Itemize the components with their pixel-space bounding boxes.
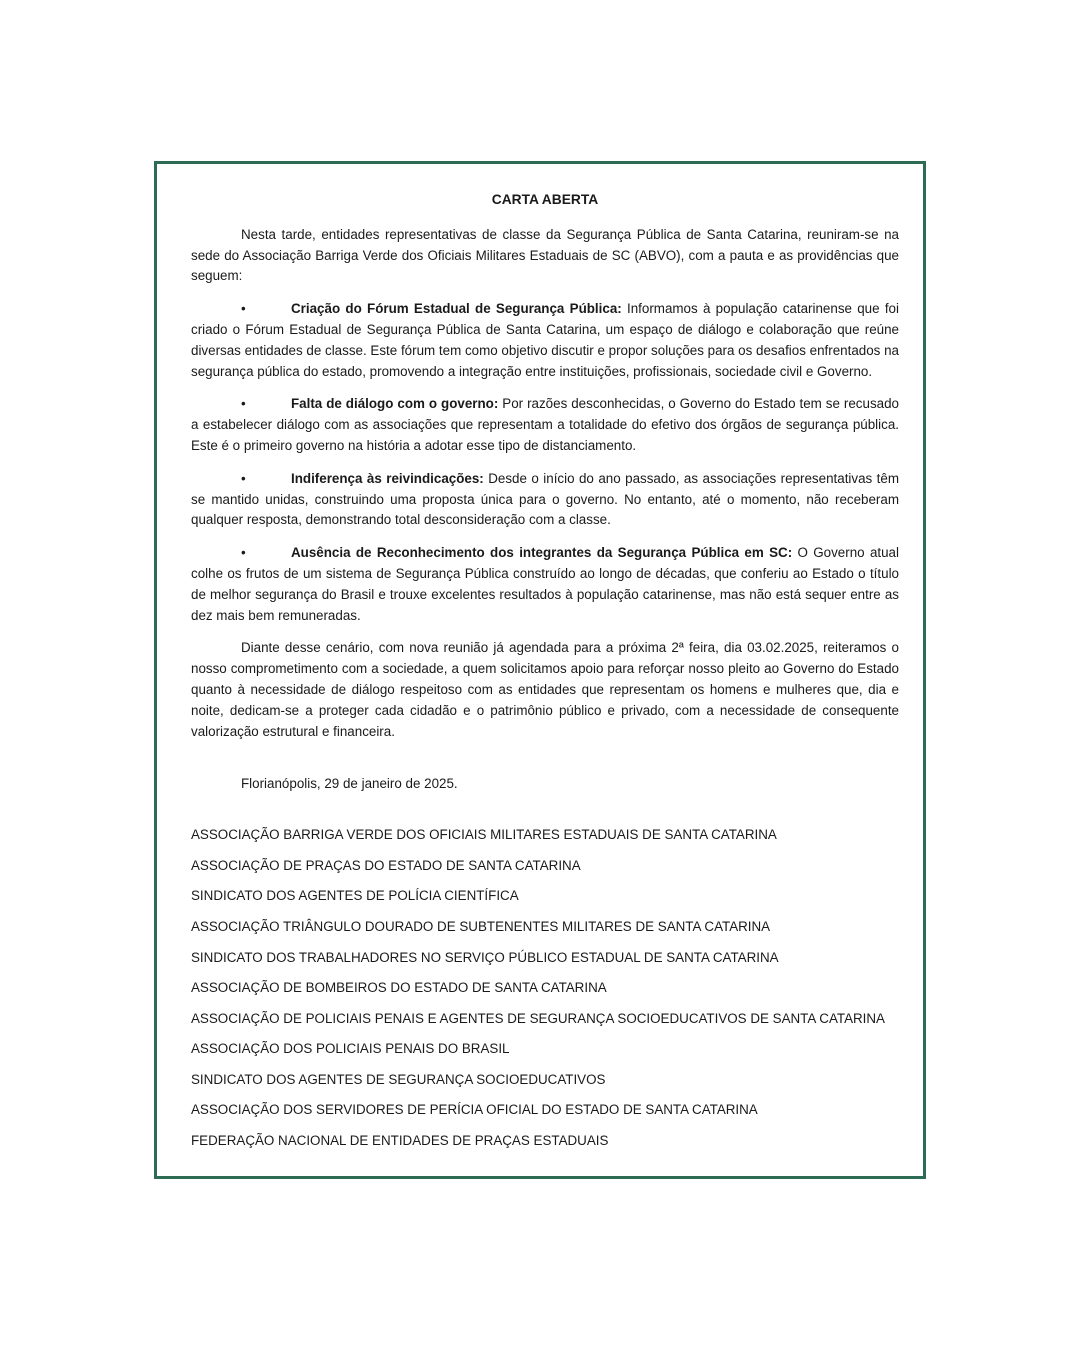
bullet-text: Desde o início do ano passado, as associações representativas têm se mantido unidas, construindo uma proposta única para o governo. No entanto, até o momento, não receberam qualquer resposta, demonstrando total desconsideração com a classe. xyxy=(191,470,899,528)
signatory-item: FEDERAÇÃO NACIONAL DE ENTIDADES DE PRAÇAS ESTADUAIS xyxy=(191,1133,609,1149)
bullet-heading: Falta de diálogo com o governo: xyxy=(291,396,499,412)
bullet-item xyxy=(191,394,899,456)
signatory-item: ASSOCIAÇÃO DE PRAÇAS DO ESTADO DE SANTA CATARINA xyxy=(191,857,581,873)
signatory-item: SINDICATO DOS AGENTES DE SEGURANÇA SOCIOEDUCATIVOS xyxy=(191,1071,606,1087)
bullet-icon: • xyxy=(241,396,246,412)
letter-title: CARTA ABERTA xyxy=(491,192,599,207)
signatory-item: SINDICATO DOS TRABALHADORES NO SERVIÇO PÚBLICO ESTADUAL DE SANTA CATARINA xyxy=(191,949,779,965)
bullet-heading: Indiferença às reivindicações: xyxy=(291,470,484,486)
bullet-item xyxy=(191,543,899,626)
bullet-text: Informamos à população catarinense que foi criado o Fórum Estadual de Segurança Pública de Santa Catarina, um espaço de diálogo e colaboração que reúne diversas entidades de classe. Este fórum tem como objetivo discutir e propor soluções para os desafios enfrentados na segurança pública do estado, promovendo a integração entre instituições, profissionais, sociedade civil e Governo. xyxy=(191,301,899,379)
bullet-heading: Ausência de Reconhecimento dos integrantes da Segurança Pública em SC: xyxy=(291,545,793,561)
signatory-item: ASSOCIAÇÃO DE BOMBEIROS DO ESTADO DE SANTA CATARINA xyxy=(191,980,607,996)
signatory-item: ASSOCIAÇÃO DOS POLICIAIS PENAIS DO BRASIL xyxy=(191,1041,510,1057)
bullet-text: O Governo atual colhe os frutos de um sistema de Segurança Pública construído ao longo de décadas, que conferiu ao Estado o título de melhor segurança do Brasil e trouxe excelentes resultados à população catarinense, mas não está sequer entre as dez mais bem remuneradas. xyxy=(191,545,899,623)
bullet-item xyxy=(191,299,899,382)
closing-paragraph: Diante desse cenário, com nova reunião já agendada para a próxima 2ª feira, dia 03.02.2025, reiteramos o nosso comprometimento com a sociedade, a quem solicitamos apoio para reforçar nosso pleito ao Governo do Estado quanto à necessidade de diálogo respeitoso com as entidades que representam os homens e mulheres que, dia e noite, dedicam-se a proteger cada cidadão e o patrimônio público e privado, com a necessidade de consequente valorização estrutural e financeira. xyxy=(191,640,899,739)
bullet-heading: Criação do Fórum Estadual de Segurança Pública: xyxy=(291,301,622,317)
signatory-list xyxy=(191,825,899,1162)
bullet-icon: • xyxy=(241,470,246,486)
bullet-text: Por razões desconhecidas, o Governo do Estado tem se recusado a estabelecer diálogo com as associações que representam a totalidade do efetivo dos órgãos de segurança pública. Este é o primeiro governo na história a adotar esse tipo de distanciamento. xyxy=(191,396,899,453)
date-line: Florianópolis, 29 de janeiro de 2025. xyxy=(241,776,458,792)
signatory-item: SINDICATO DOS AGENTES DE POLÍCIA CIENTÍFICA xyxy=(191,888,519,904)
bullet-icon: • xyxy=(241,545,246,561)
letter-frame xyxy=(154,161,926,1179)
signatory-item: ASSOCIAÇÃO BARRIGA VERDE DOS OFICIAIS MILITARES ESTADUAIS DE SANTA CATARINA xyxy=(191,827,777,843)
bullet-item xyxy=(191,469,899,531)
bullet-icon: • xyxy=(241,301,246,317)
signatory-item: ASSOCIAÇÃO DE POLICIAIS PENAIS E AGENTES DE SEGURANÇA SOCIOEDUCATIVOS DE SANTA CATARINA xyxy=(191,1010,885,1026)
intro-paragraph: Nesta tarde, entidades representativas de classe da Segurança Pública de Santa Catarina, reuniram-se na sede do Associação Barriga Verde dos Oficiais Militares Estaduais de SC (ABVO), com a pauta e as providências que seguem: xyxy=(191,226,899,284)
signatory-item: ASSOCIAÇÃO DOS SERVIDORES DE PERÍCIA OFICIAL DO ESTADO DE SANTA CATARINA xyxy=(191,1102,758,1118)
letter-body xyxy=(191,190,899,1162)
signatory-item: ASSOCIAÇÃO TRIÂNGULO DOURADO DE SUBTENENTES MILITARES DE SANTA CATARINA xyxy=(191,918,771,934)
